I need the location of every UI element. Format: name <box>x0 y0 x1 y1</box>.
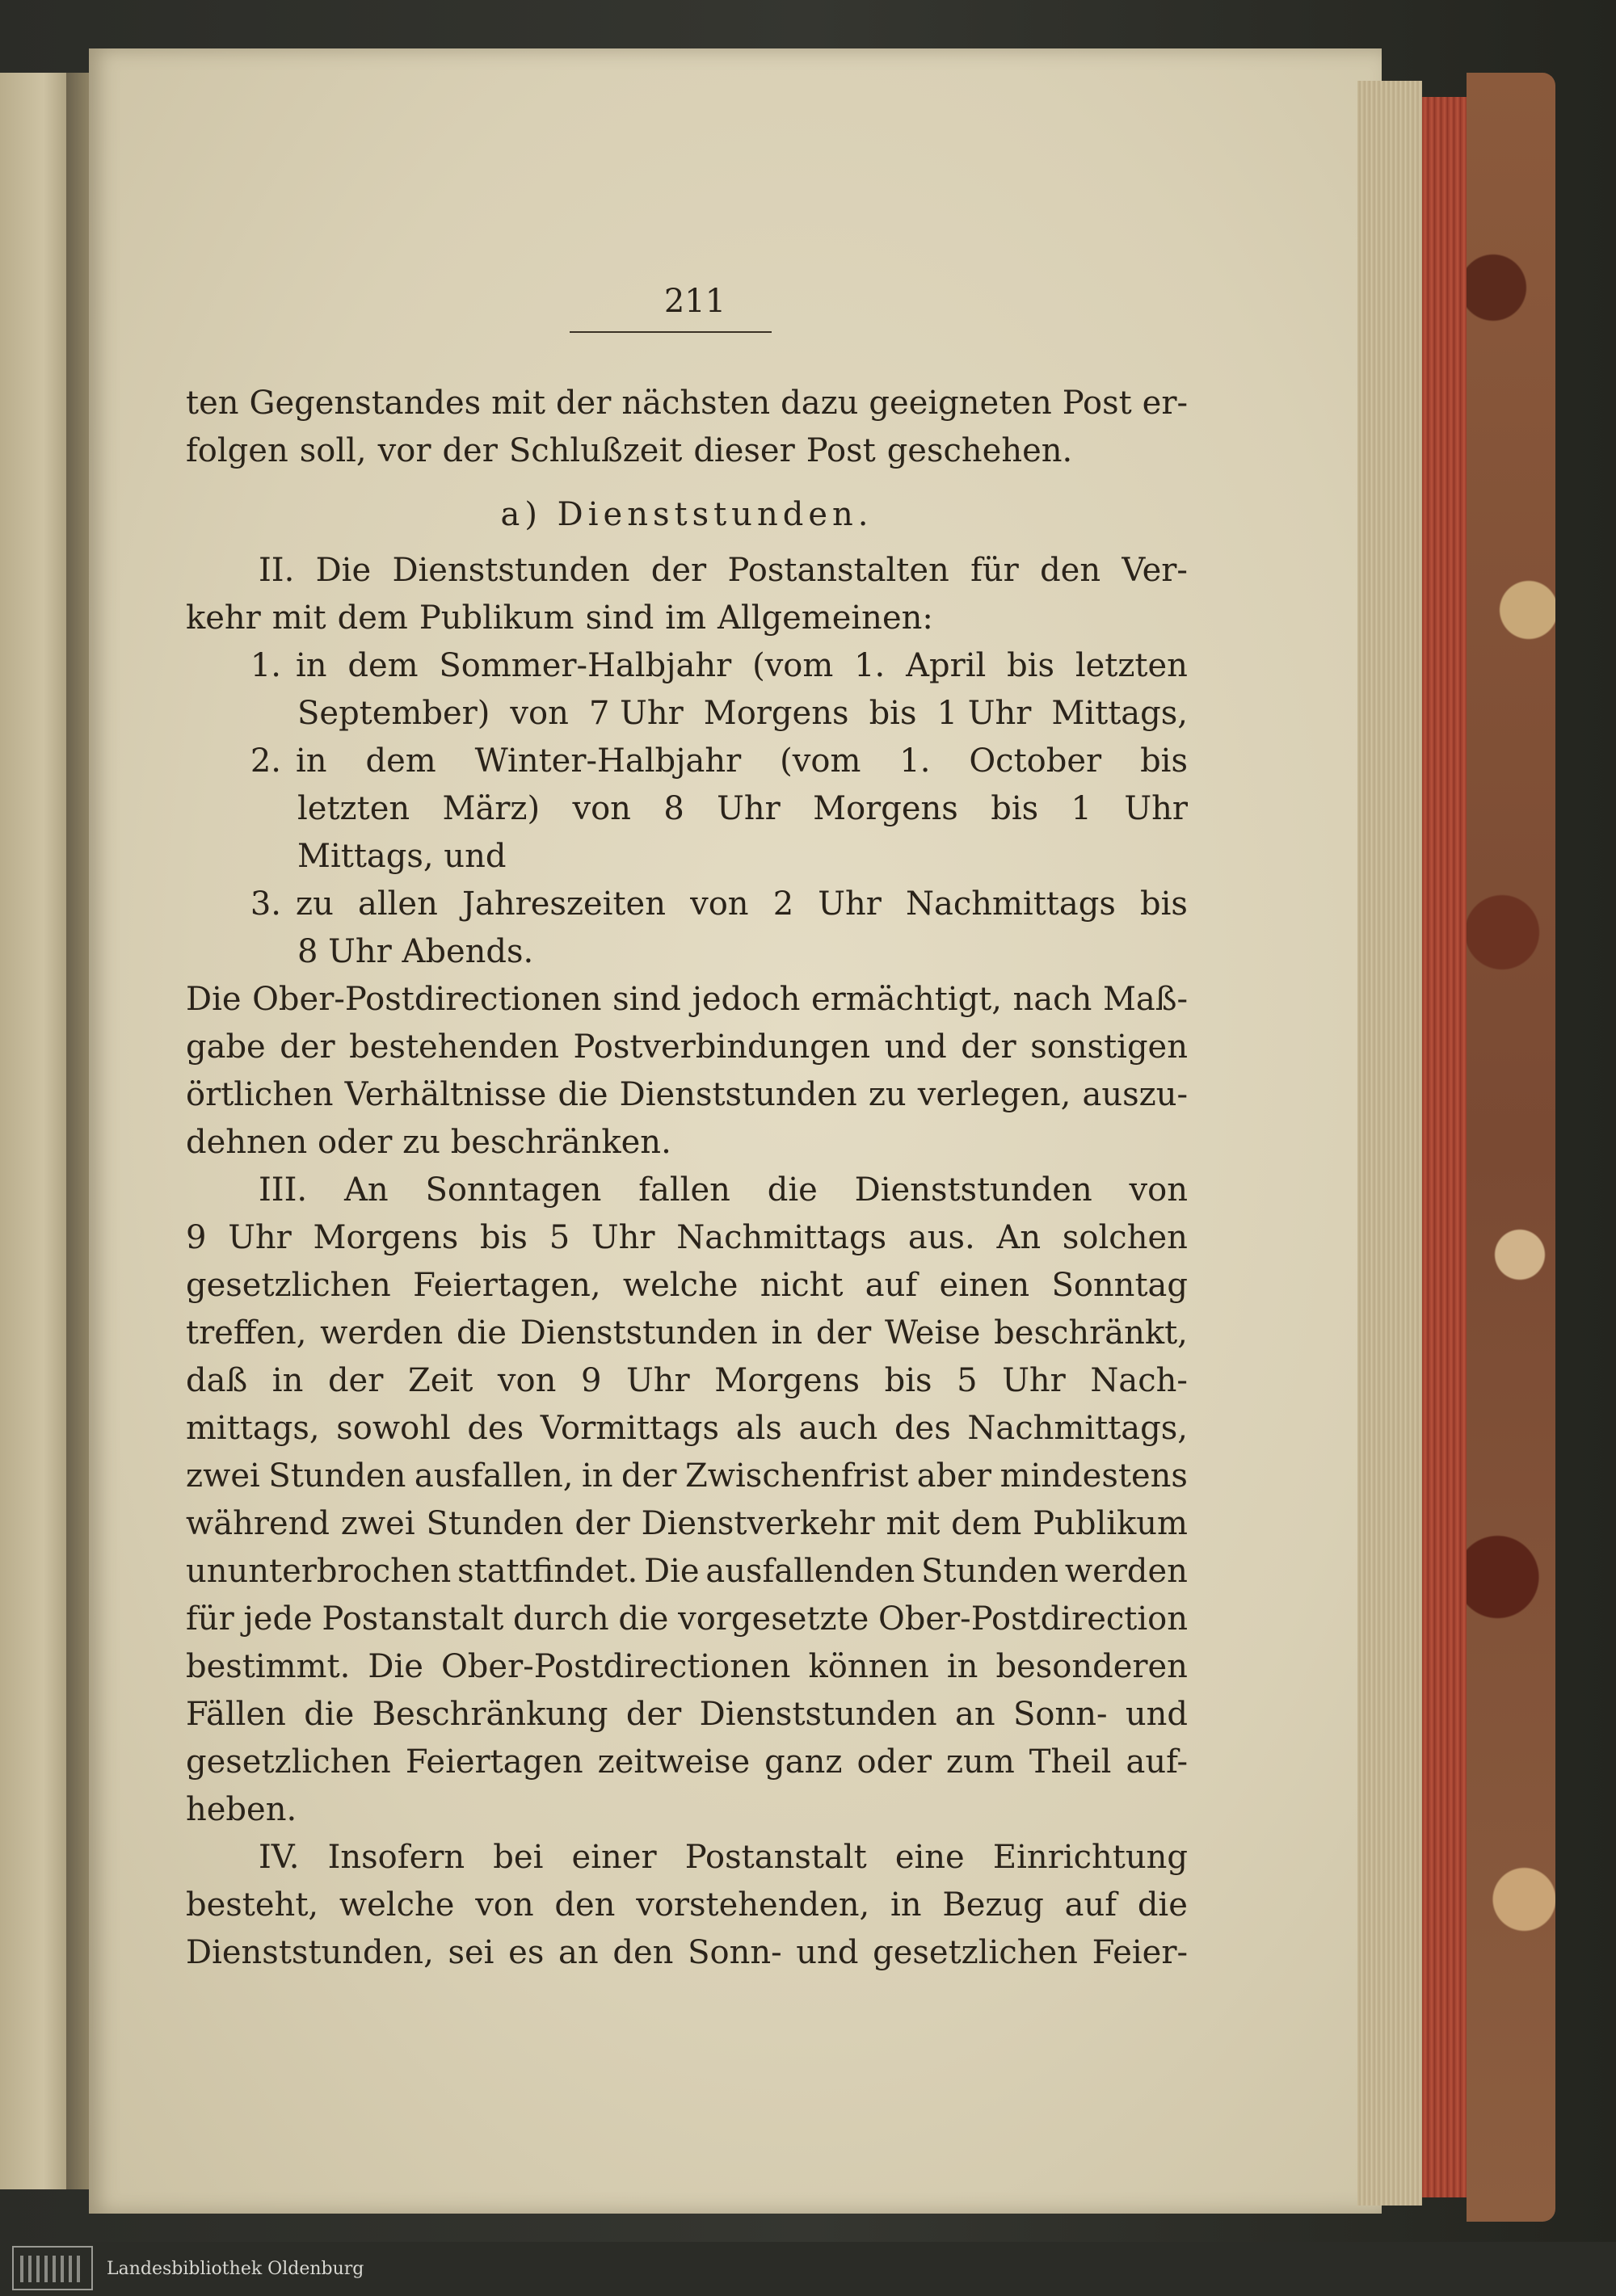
word: die <box>1137 1886 1188 1924</box>
word: Morgens <box>813 790 958 827</box>
word: Maß- <box>1102 981 1188 1018</box>
word: Uhr <box>1124 790 1188 827</box>
text-line <box>186 1405 1188 1453</box>
library-logo-icon <box>12 2246 93 2290</box>
word: er- <box>1142 385 1188 422</box>
word: Uhr <box>818 885 882 923</box>
word: für <box>970 552 1019 589</box>
word: Ver- <box>1122 552 1188 589</box>
word: daß <box>186 1362 248 1399</box>
word: Publikum <box>1033 1505 1188 1542</box>
word: II. <box>259 552 295 589</box>
word: Sommer-Halbjahr <box>439 647 732 684</box>
word: Mittags, <box>1051 695 1188 732</box>
word: und <box>1125 1696 1188 1733</box>
word: treffen, <box>186 1314 307 1352</box>
word: sonstigen <box>1030 1028 1188 1066</box>
list-item-line <box>186 642 1188 690</box>
word: Nach- <box>1090 1362 1188 1399</box>
word: gesetzlichen <box>873 1934 1078 1971</box>
word: die <box>558 1076 608 1113</box>
word: zeitweise <box>597 1743 751 1781</box>
word: und <box>884 1028 947 1066</box>
word: auf <box>1064 1886 1117 1924</box>
word: Dienstverkehr <box>641 1505 875 1542</box>
word: vorgesetzte <box>678 1600 869 1638</box>
word: Feiertagen, <box>413 1267 601 1304</box>
word: heben. <box>186 1791 297 1828</box>
word: Dienststunden <box>392 552 630 589</box>
word: sei <box>448 1934 494 1971</box>
word: es <box>508 1934 545 1971</box>
text-line <box>186 1929 1188 1977</box>
word: von <box>510 695 569 732</box>
list-item-line <box>186 928 1188 976</box>
word: jedoch <box>692 981 801 1018</box>
word: Gegenstandes <box>249 385 482 422</box>
word: der <box>625 1696 682 1733</box>
text-line <box>186 547 1188 595</box>
text-line <box>186 1739 1188 1786</box>
word: nach <box>1012 981 1092 1018</box>
word: oder <box>856 1743 932 1781</box>
word: stattfindet. <box>457 1553 638 1590</box>
word: Morgens <box>714 1362 860 1399</box>
word: Sonn- <box>1012 1696 1108 1733</box>
text-line <box>186 1357 1188 1405</box>
word: Stunden <box>426 1505 564 1542</box>
word: Stunden <box>268 1457 406 1495</box>
word: 5 <box>957 1362 978 1399</box>
word: 2 <box>772 885 794 923</box>
word: in <box>890 1886 922 1924</box>
red-edge-trim <box>1422 97 1467 2197</box>
text-line <box>186 1024 1188 1071</box>
word: Dienststunden <box>699 1696 937 1733</box>
word: Morgens <box>703 695 849 732</box>
word: der <box>650 552 707 589</box>
word: der <box>327 1362 384 1399</box>
word: 7 Uhr <box>588 695 684 732</box>
word: von <box>572 790 631 827</box>
list-item-text <box>297 785 1188 833</box>
word: besonderen <box>995 1648 1188 1685</box>
word: des <box>894 1410 951 1447</box>
word: von <box>1129 1171 1188 1209</box>
word: Post <box>806 432 876 469</box>
word: Weise <box>884 1314 981 1352</box>
word: auf <box>865 1267 918 1304</box>
list-item-text <box>296 642 1188 690</box>
word: Stunden <box>921 1553 1059 1590</box>
text-line <box>186 1500 1188 1548</box>
word: von <box>690 885 749 923</box>
word: solchen <box>1062 1219 1188 1256</box>
word: Einrichtung <box>992 1839 1188 1876</box>
word: und <box>796 1934 859 1971</box>
text-line <box>186 976 1188 1024</box>
word: an <box>955 1696 995 1733</box>
word: nicht <box>760 1267 844 1304</box>
word: dem <box>951 1505 1022 1542</box>
word: zum <box>945 1743 1015 1781</box>
word: der <box>621 1457 677 1495</box>
word: letzten <box>1075 647 1188 684</box>
text-line <box>186 1834 1188 1882</box>
word: der <box>555 385 612 422</box>
word: Postanstalt <box>322 1600 504 1638</box>
word: durch <box>513 1600 609 1638</box>
page-stack-edge <box>1357 81 1422 2206</box>
word: den <box>1040 552 1101 589</box>
word: werden <box>320 1314 444 1352</box>
word: September) <box>297 695 490 732</box>
word: zwei <box>340 1505 415 1542</box>
list-item-line <box>186 738 1188 785</box>
word: die <box>618 1600 669 1638</box>
word: bis <box>869 695 917 732</box>
text-line <box>186 1453 1188 1500</box>
list-item-text <box>296 738 1188 785</box>
word: welche <box>622 1267 739 1304</box>
word: 5 <box>549 1219 570 1256</box>
word: zwei <box>186 1457 260 1495</box>
word: Dienststunden <box>854 1171 1092 1209</box>
word: Winter-Halbjahr <box>474 742 742 780</box>
text-line <box>186 1596 1188 1643</box>
text-line <box>186 427 1188 475</box>
word: vorstehenden, <box>636 1886 870 1924</box>
word: in <box>771 1314 803 1352</box>
word: Uhr <box>591 1219 655 1256</box>
word: An <box>343 1171 389 1209</box>
word: März) <box>442 790 541 827</box>
word: Zeit <box>407 1362 473 1399</box>
word: 1 <box>1071 790 1092 827</box>
word: gabe <box>186 1028 266 1066</box>
word: den <box>612 1934 674 1971</box>
word: auf- <box>1126 1743 1188 1781</box>
word: Ober-Postdirectionen <box>252 981 602 1018</box>
word: vor <box>377 432 431 469</box>
word: Sonntagen <box>425 1171 602 1209</box>
word: dem <box>365 742 436 780</box>
word: Mittags, und <box>297 838 507 875</box>
text-line <box>186 1214 1188 1262</box>
word: 9 <box>186 1219 207 1256</box>
word: bestehenden <box>349 1028 559 1066</box>
word: letzten <box>297 790 410 827</box>
word: bis <box>1007 647 1055 684</box>
word: eine <box>894 1839 965 1876</box>
word: aus. <box>907 1219 975 1256</box>
text-line <box>186 1548 1188 1596</box>
word: mittags, <box>186 1410 320 1447</box>
word: Nachmittags, <box>967 1410 1188 1447</box>
word: mit <box>886 1505 941 1542</box>
text-line <box>186 1071 1188 1119</box>
word: sind <box>612 981 681 1018</box>
word: bis <box>1139 885 1188 923</box>
word: April <box>906 647 987 684</box>
word: 8 Uhr Abends. <box>297 933 534 970</box>
word: 9 <box>580 1362 602 1399</box>
word: während <box>186 1505 330 1542</box>
word: Ober-Postdirectionen <box>441 1648 791 1685</box>
word: (vom <box>752 647 834 684</box>
list-item-text <box>297 690 1188 738</box>
word: dazu <box>781 385 859 422</box>
word: aber <box>916 1457 992 1495</box>
word: in <box>946 1648 978 1685</box>
word: sind <box>585 599 654 637</box>
word: besteht, <box>186 1886 319 1924</box>
word: Feiertagen <box>405 1743 583 1781</box>
word: sowohl <box>336 1410 451 1447</box>
word: auch <box>798 1410 878 1447</box>
word: Ober-Postdirection <box>877 1600 1188 1638</box>
word: der <box>280 1028 335 1066</box>
word: Postanstalten <box>727 552 949 589</box>
word: Uhr <box>717 790 781 827</box>
word: ermächtigt, <box>810 981 1002 1018</box>
word: einer <box>571 1839 657 1876</box>
word: Nachmittags <box>905 885 1116 923</box>
word: geschehen. <box>886 432 1073 469</box>
library-name: Landesbibliothek Oldenburg <box>107 2259 364 2279</box>
word: einen <box>939 1267 1030 1304</box>
word: Uhr <box>228 1219 292 1256</box>
word: soll, <box>299 432 367 469</box>
word: geeigneten <box>869 385 1052 422</box>
ober-postdirection-paragraph <box>186 976 1188 1167</box>
list-item-text <box>296 881 1188 928</box>
word: auszu- <box>1082 1076 1188 1113</box>
word: beschränkt, <box>994 1314 1188 1352</box>
marbled-cover <box>1467 73 1555 2222</box>
word: örtlichen <box>186 1076 334 1113</box>
word: Insofern <box>327 1839 465 1876</box>
facing-page-edge <box>0 73 73 2189</box>
word: Zwischenfrist <box>684 1457 909 1495</box>
word: der <box>574 1505 630 1542</box>
section-iii <box>186 1167 1188 1834</box>
word: folgen <box>186 432 288 469</box>
word: allen <box>357 885 438 923</box>
word: Die <box>644 1553 700 1590</box>
word: gesetzlichen <box>186 1743 391 1781</box>
word: der <box>442 432 498 469</box>
word: gesetzlichen <box>186 1267 391 1304</box>
word: Feier- <box>1092 1934 1188 1971</box>
word: in <box>296 742 327 780</box>
word: mit <box>491 385 545 422</box>
word: an <box>558 1934 599 1971</box>
word: bis <box>991 790 1039 827</box>
word: Dienststunden <box>520 1314 758 1352</box>
word: bei <box>493 1839 544 1876</box>
word: Dienststunden <box>619 1076 857 1113</box>
word: Post <box>1062 385 1132 422</box>
text-line <box>186 1167 1188 1214</box>
word: mindestens <box>999 1457 1188 1495</box>
word: des <box>467 1410 524 1447</box>
word: von <box>475 1886 534 1924</box>
word: ganz <box>764 1743 843 1781</box>
page-number: 211 <box>663 283 726 320</box>
word: können <box>808 1648 929 1685</box>
text-line <box>186 1786 1188 1834</box>
word: III. <box>259 1171 308 1209</box>
word: die <box>304 1696 355 1733</box>
list-item-line <box>186 785 1188 833</box>
word: für <box>186 1600 234 1638</box>
word: bestimmt. <box>186 1648 351 1685</box>
list-item-number: 3. <box>250 885 281 923</box>
word: welche <box>339 1886 455 1924</box>
word: IV. <box>259 1839 300 1876</box>
word: 8 <box>663 790 684 827</box>
word: werden <box>1064 1553 1188 1590</box>
word: zu <box>296 885 334 923</box>
list-item-line <box>186 833 1188 881</box>
text-line <box>186 1643 1188 1691</box>
word: Jahreszeiten <box>461 885 666 923</box>
section-heading: a) Dienststunden. <box>500 496 873 533</box>
text-line <box>186 1262 1188 1310</box>
word: Schlußzeit <box>508 432 683 469</box>
word: fallen <box>638 1171 730 1209</box>
word: Fällen <box>186 1696 286 1733</box>
word: (vom <box>780 742 861 780</box>
text-line <box>186 1691 1188 1739</box>
word: zu <box>868 1076 907 1113</box>
text-line <box>186 595 1188 642</box>
list-item-number: 2. <box>250 742 281 780</box>
word: jede <box>243 1600 313 1638</box>
word: Postanstalt <box>684 1839 867 1876</box>
word: 1. <box>899 742 931 780</box>
word: als <box>735 1410 782 1447</box>
word: Publikum <box>419 599 574 637</box>
word: in <box>296 647 327 684</box>
word: der <box>961 1028 1016 1066</box>
word: Postverbindungen <box>573 1028 871 1066</box>
word: Morgens <box>313 1219 459 1256</box>
word: verlegen, <box>917 1076 1071 1113</box>
text-line <box>186 1882 1188 1929</box>
word: Theil <box>1029 1743 1112 1781</box>
word: ununterbrochen <box>186 1553 452 1590</box>
word: 1 Uhr <box>936 695 1032 732</box>
word: bis <box>480 1219 528 1256</box>
word: Sonn- <box>688 1934 782 1971</box>
section-iv <box>186 1834 1188 1977</box>
word: die <box>767 1171 818 1209</box>
word: Vormittags <box>540 1410 720 1447</box>
word: dem <box>337 599 408 637</box>
word: Die <box>368 1648 423 1685</box>
list-item-text <box>297 833 1188 881</box>
word: Die <box>186 981 242 1018</box>
word: Uhr <box>626 1362 690 1399</box>
word: ausfallenden <box>705 1553 915 1590</box>
word: nächsten <box>621 385 771 422</box>
page-text <box>186 380 1188 1977</box>
word: kehr <box>186 599 261 637</box>
word: bis <box>1140 742 1188 780</box>
word: Die <box>315 552 372 589</box>
word: Nachmittags <box>676 1219 887 1256</box>
page-number-rule <box>570 331 772 333</box>
text-line <box>186 1310 1188 1357</box>
word: Beschränkung <box>372 1696 608 1733</box>
word: den <box>554 1886 616 1924</box>
intro-paragraph <box>186 380 1188 475</box>
word: dieser <box>693 432 795 469</box>
word: im <box>665 599 707 637</box>
word: An <box>996 1219 1042 1256</box>
word: Uhr <box>1002 1362 1066 1399</box>
word: Allgemeinen: <box>718 599 933 637</box>
word: von <box>497 1362 557 1399</box>
list-item-text <box>297 928 1188 976</box>
text-line <box>186 380 1188 427</box>
service-hours-list <box>186 642 1188 976</box>
word: in <box>581 1457 613 1495</box>
word: Dienststunden, <box>186 1934 434 1971</box>
word: mit <box>271 599 326 637</box>
word: Sonntag <box>1051 1267 1188 1304</box>
list-item-line <box>186 690 1188 738</box>
word: 1. <box>854 647 886 684</box>
list-item-line <box>186 881 1188 928</box>
list-item-number: 1. <box>250 647 281 684</box>
text-line <box>186 1119 1188 1167</box>
word: dem <box>347 647 419 684</box>
word: die <box>456 1314 507 1352</box>
word: ten <box>186 385 239 422</box>
word: bis <box>884 1362 932 1399</box>
word: Verhältnisse <box>344 1076 547 1113</box>
word: der <box>815 1314 872 1352</box>
word: ausfallen, <box>414 1457 574 1495</box>
word: Bezug <box>942 1886 1044 1924</box>
word: dehnen oder zu beschränken. <box>186 1124 671 1161</box>
section-ii <box>186 547 1188 642</box>
word: October <box>969 742 1102 780</box>
word: in <box>271 1362 304 1399</box>
